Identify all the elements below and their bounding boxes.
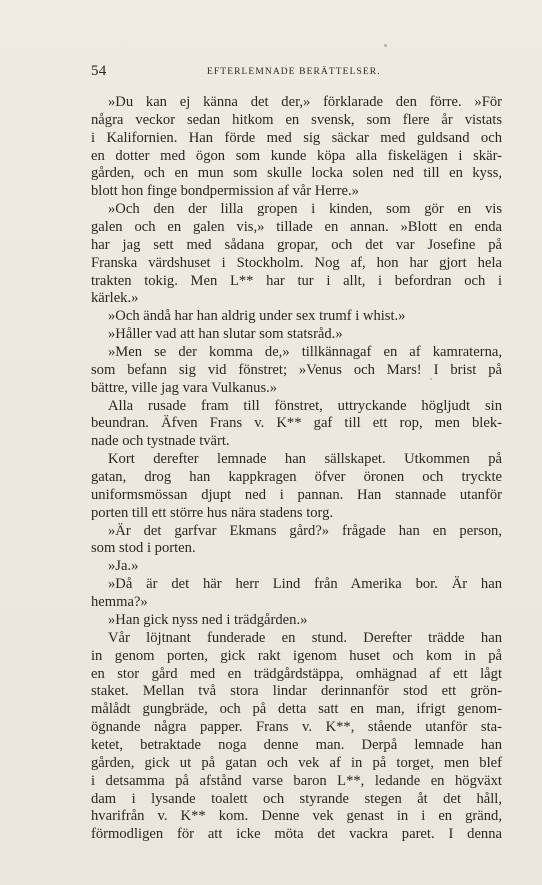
text-line: »Då är det här herr Lind från Amerika bor. Är han [108,576,502,593]
text-line: »Och den der lilla gropen i kinden, som gör en vis [108,201,502,218]
text-line: Alla rusade fram till fönstret, uttryckande högljudt sin [108,397,502,414]
text-line: nade och tystnade tvärt. [91,433,230,450]
text-line: beundran. Äfven Frans v. K** gaf till ett rop, men blek- [91,415,502,432]
text-line: några veckor sedan hitkom en svensk, som flere år vistats [91,111,502,128]
text-line: i detsamma på afstånd varse baron L**, ledande en högväxt [91,772,502,789]
text-line: blott hon finge bondpermission af vår Herre.» [91,183,359,200]
text-line: gården, gick ut på gatan och vek af in på torget, men blef [91,754,502,771]
text-line: porten till ett större hus nära stadens torg. [91,504,334,521]
paper-speck [384,44,387,47]
text-line: som befann sig vid fönstret; »Venus och Mars! I brist på [91,361,502,378]
text-line: »Han gick nyss ned i trädgården.» [108,611,308,628]
text-line: uniformsmössan djupt ned i pannan. Han stannade utanför [91,486,502,503]
text-line: hvarifrån v. K** kom. Denne vek genast in i en gränd, [91,808,502,825]
text-line: »Men se der komma de,» tillkännagaf en af kamraterna, [108,344,502,361]
text-line: galen och en galen vis,» tillade en annan. »Blott en enda [91,219,502,236]
page-header [91,63,501,81]
text-line: »Håller vad att han slutar som statsråd.» [108,326,343,343]
text-line: har jag sett med sådana gropar, och det var Josefine på [91,236,502,253]
text-line: ögnande några papper. Frans v. K**, stående utanför sta- [91,719,502,736]
text-line: ketet, betraktade noga denne man. Derpå lemnade han [91,736,502,753]
text-line: staket. Mellan två stora lindar derinnanför stod ett grön- [91,683,502,700]
text-line: Kort derefter lemnade han sällskapet. Utkommen på [108,451,502,468]
text-line: en stor gård med en trädgårdstäppa, omhägnad af ett lågt [91,665,502,682]
text-line: en dotter med ögon som kunde köpa alla fiskelägen i skär- [91,147,502,164]
text-line: trakten tokig. Men L** har tur i allt, i befordran och i [91,272,502,289]
text-line: in genom porten, gick rakt igenom huset och kom in på [91,647,502,664]
body-text [91,94,502,844]
text-line: gården, och en mun som skulle locka solen ned till en kyss, [91,165,502,182]
text-line: Vår löjtnant funderade en stund. Derefter trädde han [108,629,502,646]
text-line: målådt gungbräde, och på detta satt en man, ifrigt genom- [91,701,502,718]
text-line: »Och ändå har han aldrig under sex trumf i whist.» [108,308,406,325]
text-line: »Är det garfvar Ekmans gård?» frågade han en person, [108,522,502,539]
page-number: 54 [91,63,107,79]
running-head: EFTERLEMNADE BERÄTTELSER. [207,67,381,77]
text-line: förmodligen för att icke möta det vackra paret. I denna [91,826,502,843]
text-line: »Du kan ej känna det der,» förklarade den förre. »För [108,94,502,110]
text-line: dam i lysande toalett och styrande stegen åt det håll, [91,790,502,807]
text-line: som stod i porten. [91,540,196,557]
text-line: bättre, ville jag vara Vulkanus.» [91,379,278,396]
text-line: »Ja.» [108,558,139,575]
text-line: Franska värdshuset i Stockholm. Nog af, hon har gjort hela [91,254,502,271]
text-line: i Kalifornien. Han förde med sig säckar med guldsand och [91,129,502,146]
text-line: kärlek.» [91,290,139,307]
text-line: hemma?» [91,594,148,611]
text-line: gatan, drog han kappkragen öfver öronen och tryckte [91,469,502,486]
